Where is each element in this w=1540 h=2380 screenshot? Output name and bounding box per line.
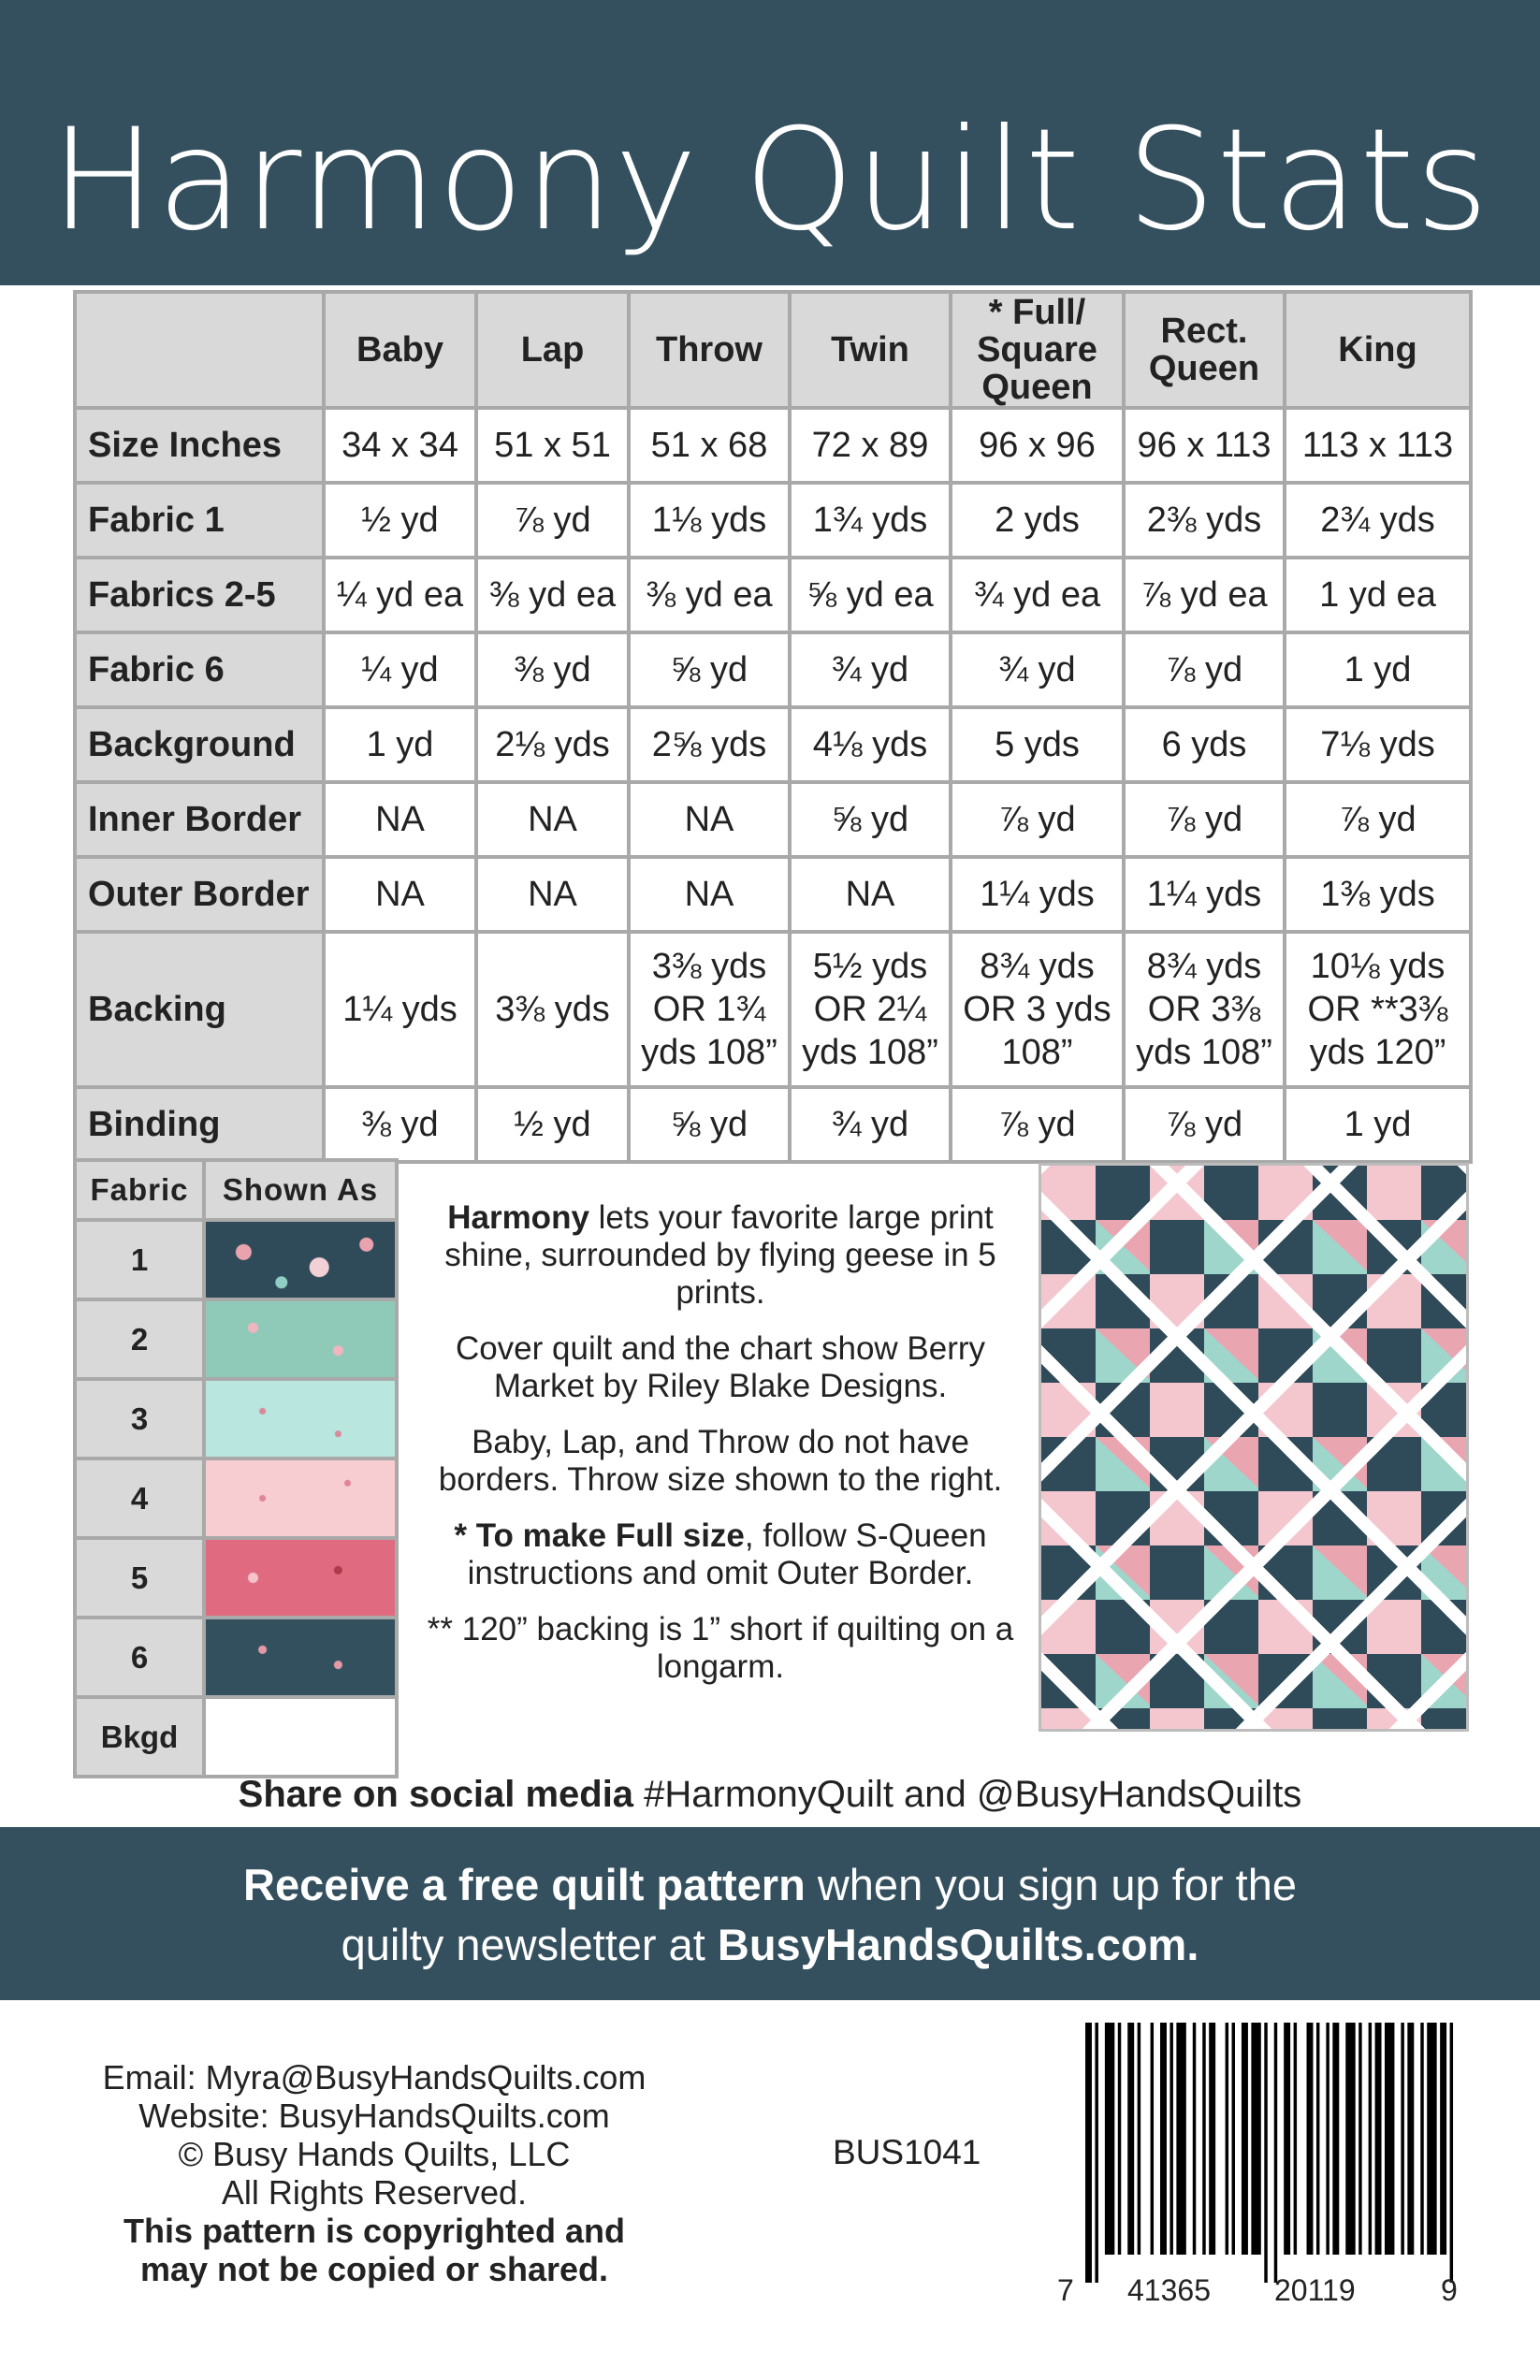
newsletter-website: BusyHandsQuilts.com.: [717, 1920, 1199, 1969]
newsletter-text-part: quilty newsletter at: [341, 1920, 718, 1969]
barcode-bar: [1251, 2023, 1260, 2255]
header-cell-rect-queen: Rect. Queen: [1124, 292, 1285, 408]
row-label: Fabrics 2-5: [75, 558, 324, 632]
barcode-bar: [1345, 2023, 1355, 2255]
table-cell: ¼ yd: [324, 632, 476, 707]
row-label: Fabric 6: [75, 632, 324, 707]
barcode-bar: [1427, 2023, 1436, 2255]
legend-header-row: [75, 1160, 397, 1220]
contact-email: Email: Myra@BusyHandsQuilts.com: [102, 2058, 647, 2097]
row-label: Fabric 1: [75, 483, 324, 558]
table-cell: 1⅛ yds: [629, 483, 790, 558]
pattern-name: Harmony: [447, 1199, 589, 1236]
page-title: Harmony Quilt Stats: [50, 99, 1490, 262]
fabric-swatch-4: [206, 1460, 395, 1536]
row-label: Background: [75, 707, 324, 782]
table-cell: 6 yds: [1124, 707, 1285, 782]
legend-fabric-number: 6: [75, 1618, 204, 1697]
barcode-bar: [1332, 2023, 1339, 2255]
copyright-notice: [84, 2250, 664, 2288]
newsletter-text: [0, 1855, 1540, 1975]
description-paragraph: [412, 1517, 1029, 1592]
table-row: [75, 857, 1471, 932]
table-cell: 1⅜ yds: [1285, 857, 1471, 932]
header-cell-throw: Throw: [629, 292, 790, 408]
table-row: [75, 707, 1471, 782]
share-handles: #HarmonyQuilt and @BusyHandsQuilts: [633, 1774, 1302, 1815]
barcode-bar: [1085, 2023, 1092, 2283]
copyright-notice-line: This pattern is copyrighted and: [123, 2212, 626, 2250]
rights-line: All Rights Reserved.: [221, 2173, 528, 2212]
newsletter-line-1: [0, 1855, 1540, 1915]
table-cell: 10⅛ yds OR **3⅜ yds 120”: [1285, 932, 1471, 1087]
table-cell: ⅞ yd: [1124, 1087, 1285, 1162]
barcode-bar: [1385, 2023, 1394, 2255]
newsletter-line-2: [0, 1915, 1540, 1975]
legend-row: [75, 1538, 397, 1618]
pattern-description: [412, 1199, 1029, 1705]
quilt-stats-table: [73, 290, 1473, 1164]
table-cell: NA: [476, 782, 629, 857]
description-paragraph: Baby, Lap, and Throw do not have borders. Throw size shown to the right.: [438, 1424, 1003, 1498]
table-cell: 3⅜ yds OR 1¾ yds 108”: [629, 932, 790, 1087]
table-cell: ⅞ yd: [476, 483, 629, 558]
legend-row: [75, 1379, 397, 1458]
table-cell: ½ yd: [324, 483, 476, 558]
quilt-image: [1039, 1163, 1469, 1732]
pattern-sku: BUS1041: [833, 2133, 981, 2171]
table-cell: NA: [629, 857, 790, 932]
table-cell: NA: [324, 782, 476, 857]
share-label: Share on social media: [238, 1774, 634, 1815]
barcode-bar: [1440, 2023, 1446, 2255]
table-cell: ¾ yd: [790, 632, 951, 707]
table-cell: NA: [790, 857, 951, 932]
legend-row: [75, 1618, 397, 1697]
table-cell: 2⅝ yds: [629, 707, 790, 782]
table-row: [75, 483, 1471, 558]
share-line: [0, 1774, 1540, 1816]
table-cell: ⅜ yd: [476, 632, 629, 707]
barcode-bar: [1316, 2023, 1319, 2255]
legend-header-fabric: Fabric: [75, 1160, 204, 1220]
legend-row: [75, 1458, 397, 1538]
table-row: [75, 632, 1471, 707]
table-cell: ⅞ yd: [951, 1087, 1124, 1162]
legend-fabric-number: 4: [75, 1458, 204, 1538]
row-label: Outer Border: [75, 857, 324, 932]
table-row: [75, 1087, 1471, 1162]
barcode-bar: [1160, 2023, 1167, 2255]
legend-fabric-number: 2: [75, 1299, 204, 1379]
table-cell: 5 yds: [951, 707, 1124, 782]
barcode-bar: [1176, 2023, 1185, 2255]
barcode-digit: 41365: [1127, 2273, 1211, 2307]
table-cell: 7⅛ yds: [1285, 707, 1471, 782]
table-cell: NA: [629, 782, 790, 857]
barcode-bar: [1375, 2023, 1382, 2255]
copyright-notice: [84, 2212, 664, 2250]
header-cell-full-square-queen: * Full/ Square Queen: [951, 292, 1124, 408]
table-cell: 1 yd: [1285, 632, 1471, 707]
table-cell: 4⅛ yds: [790, 707, 951, 782]
table-cell: ¾ yd ea: [951, 558, 1124, 632]
row-label: Backing: [75, 932, 324, 1087]
copyright-line: © Busy Hands Quilts, LLC: [178, 2135, 571, 2173]
table-cell: ⅝ yd ea: [790, 558, 951, 632]
barcode-bar: [1170, 2023, 1172, 2255]
description-paragraph: [412, 1199, 1029, 1312]
fabric-swatch-1: [206, 1222, 395, 1298]
barcode-digit: 20119: [1274, 2273, 1356, 2307]
header-cell: [75, 292, 324, 408]
table-cell: ⅜ yd ea: [629, 558, 790, 632]
barcode-bar: [1095, 2023, 1097, 2283]
legend-fabric-number: 3: [75, 1379, 204, 1458]
table-cell: ⅞ yd ea: [1124, 558, 1285, 632]
header-cell-king: King: [1285, 292, 1471, 408]
table-cell: 51 x 51: [476, 408, 629, 483]
table-cell: 51 x 68: [629, 408, 790, 483]
table-cell: NA: [476, 857, 629, 932]
fabric-swatch-3: [206, 1381, 395, 1457]
table-cell: ⅜ yd: [324, 1087, 476, 1162]
table-row: [75, 932, 1471, 1087]
table-cell: ¼ yd ea: [324, 558, 476, 632]
barcode-icon: [1085, 2023, 1460, 2283]
table-cell: 2⅛ yds: [476, 707, 629, 782]
description-text: , follow S-Queen instructions and omit Outer Border.: [467, 1517, 987, 1591]
table-row: [75, 558, 1471, 632]
table-cell: ⅞ yd: [1124, 632, 1285, 707]
description-text: lets your favorite large print shine, surrounded by flying geese in 5 prints.: [444, 1199, 996, 1311]
table-cell: 1¾ yds: [790, 483, 951, 558]
table-cell: 1 yd: [324, 707, 476, 782]
table-cell: ⅞ yd: [951, 782, 1124, 857]
barcode-bar: [1138, 2023, 1140, 2255]
barcode-digit: 9: [1441, 2273, 1458, 2307]
barcode-bar: [1226, 2023, 1228, 2255]
fabric-swatch-background: [206, 1699, 395, 1775]
barcode-digit: 7: [1057, 2273, 1074, 2307]
table-cell: ¾ yd: [951, 632, 1124, 707]
barcode-bar: [1294, 2023, 1297, 2255]
header-cell-baby: Baby: [324, 292, 476, 408]
barcode-bar: [1264, 2023, 1267, 2283]
table-cell: 72 x 89: [790, 408, 951, 483]
table-cell: 1 yd ea: [1285, 558, 1471, 632]
table-row: [75, 782, 1471, 857]
table-cell: ⅞ yd: [1124, 782, 1285, 857]
barcode-bar: [1242, 2023, 1248, 2255]
barcode-bar: [1407, 2023, 1414, 2255]
barcode-bar: [1450, 2023, 1453, 2283]
table-cell: 1¼ yds: [324, 932, 476, 1087]
table-cell: ⅝ yd: [790, 782, 951, 857]
description-paragraph: ** 120” backing is 1” short if quilting on a longarm.: [427, 1611, 1014, 1685]
table-cell: ⅜ yd ea: [476, 558, 629, 632]
barcode-bar: [1307, 2023, 1314, 2255]
contact-block: [84, 2058, 664, 2288]
legend-row: [75, 1220, 397, 1299]
barcode-bar: [1369, 2023, 1372, 2255]
table-cell: 5½ yds OR 2¼ yds 108”: [790, 932, 951, 1087]
barcode-bar: [1232, 2023, 1235, 2255]
contact-website: Website: BusyHandsQuilts.com: [138, 2097, 610, 2135]
barcode-bar: [1151, 2023, 1154, 2255]
barcode-bar: [1209, 2023, 1215, 2255]
barcode-bar: [1127, 2023, 1134, 2255]
barcode-bar: [1358, 2023, 1361, 2255]
description-paragraph: Cover quilt and the chart show Berry Market by Riley Blake Designs.: [455, 1330, 986, 1404]
table-header-row: [75, 292, 1471, 408]
barcode-bar: [1401, 2023, 1403, 2255]
table-cell: ½ yd: [476, 1087, 629, 1162]
table-cell: 113 x 113: [1285, 408, 1471, 483]
legend-fabric-number: Bkgd: [75, 1697, 204, 1777]
table-cell: NA: [324, 857, 476, 932]
legend-fabric-number: 1: [75, 1220, 204, 1299]
copyright-notice-line: may not be copied or shared.: [139, 2250, 609, 2288]
legend-fabric-number: 5: [75, 1538, 204, 1618]
barcode-bar: [1105, 2023, 1114, 2255]
table-cell: 34 x 34: [324, 408, 476, 483]
row-label: Binding: [75, 1087, 324, 1162]
barcode-bar: [1420, 2023, 1423, 2255]
legend-row: [75, 1697, 397, 1777]
fabric-swatch-6: [206, 1619, 395, 1695]
newsletter-offer: Receive a free quilt pattern: [243, 1860, 806, 1909]
table-cell: ⅝ yd: [629, 632, 790, 707]
row-label: Inner Border: [75, 782, 324, 857]
barcode-bar: [1193, 2023, 1196, 2255]
table-cell: 2 yds: [951, 483, 1124, 558]
legend-header-shown-as: Shown As: [204, 1160, 397, 1220]
legend-row: [75, 1299, 397, 1379]
table-cell: ¾ yd: [790, 1087, 951, 1162]
table-cell: 2¾ yds: [1285, 483, 1471, 558]
table-cell: 96 x 96: [951, 408, 1124, 483]
table-cell: 1¼ yds: [951, 857, 1124, 932]
row-label: Size Inches: [75, 408, 324, 483]
fabric-legend-table: [73, 1158, 399, 1778]
fabric-swatch-2: [206, 1301, 395, 1377]
barcode-bar: [1118, 2023, 1121, 2255]
table-cell: 3⅜ yds: [476, 932, 629, 1087]
table-cell: 8¾ yds OR 3 yds 108”: [951, 932, 1124, 1087]
barcode-bar: [1284, 2023, 1290, 2255]
table-cell: 1¼ yds: [1124, 857, 1285, 932]
header-cell-twin: Twin: [790, 292, 951, 408]
barcode-bar: [1202, 2023, 1205, 2255]
table-cell: 8¾ yds OR 3⅜ yds 108”: [1124, 932, 1285, 1087]
table-cell: ⅞ yd: [1285, 782, 1471, 857]
table-cell: ⅝ yd: [629, 1087, 790, 1162]
table-cell: 1 yd: [1285, 1087, 1471, 1162]
newsletter-text-part: when you sign up for the: [805, 1860, 1297, 1909]
fabric-swatch-5: [206, 1540, 395, 1616]
table-row: [75, 408, 1471, 483]
full-size-note: * To make Full size: [454, 1517, 745, 1554]
barcode-bar: [1274, 2023, 1277, 2283]
barcode-bar: [1326, 2023, 1329, 2255]
header-cell-lap: Lap: [476, 292, 629, 408]
table-cell: 2⅜ yds: [1124, 483, 1285, 558]
table-cell: 96 x 113: [1124, 408, 1285, 483]
